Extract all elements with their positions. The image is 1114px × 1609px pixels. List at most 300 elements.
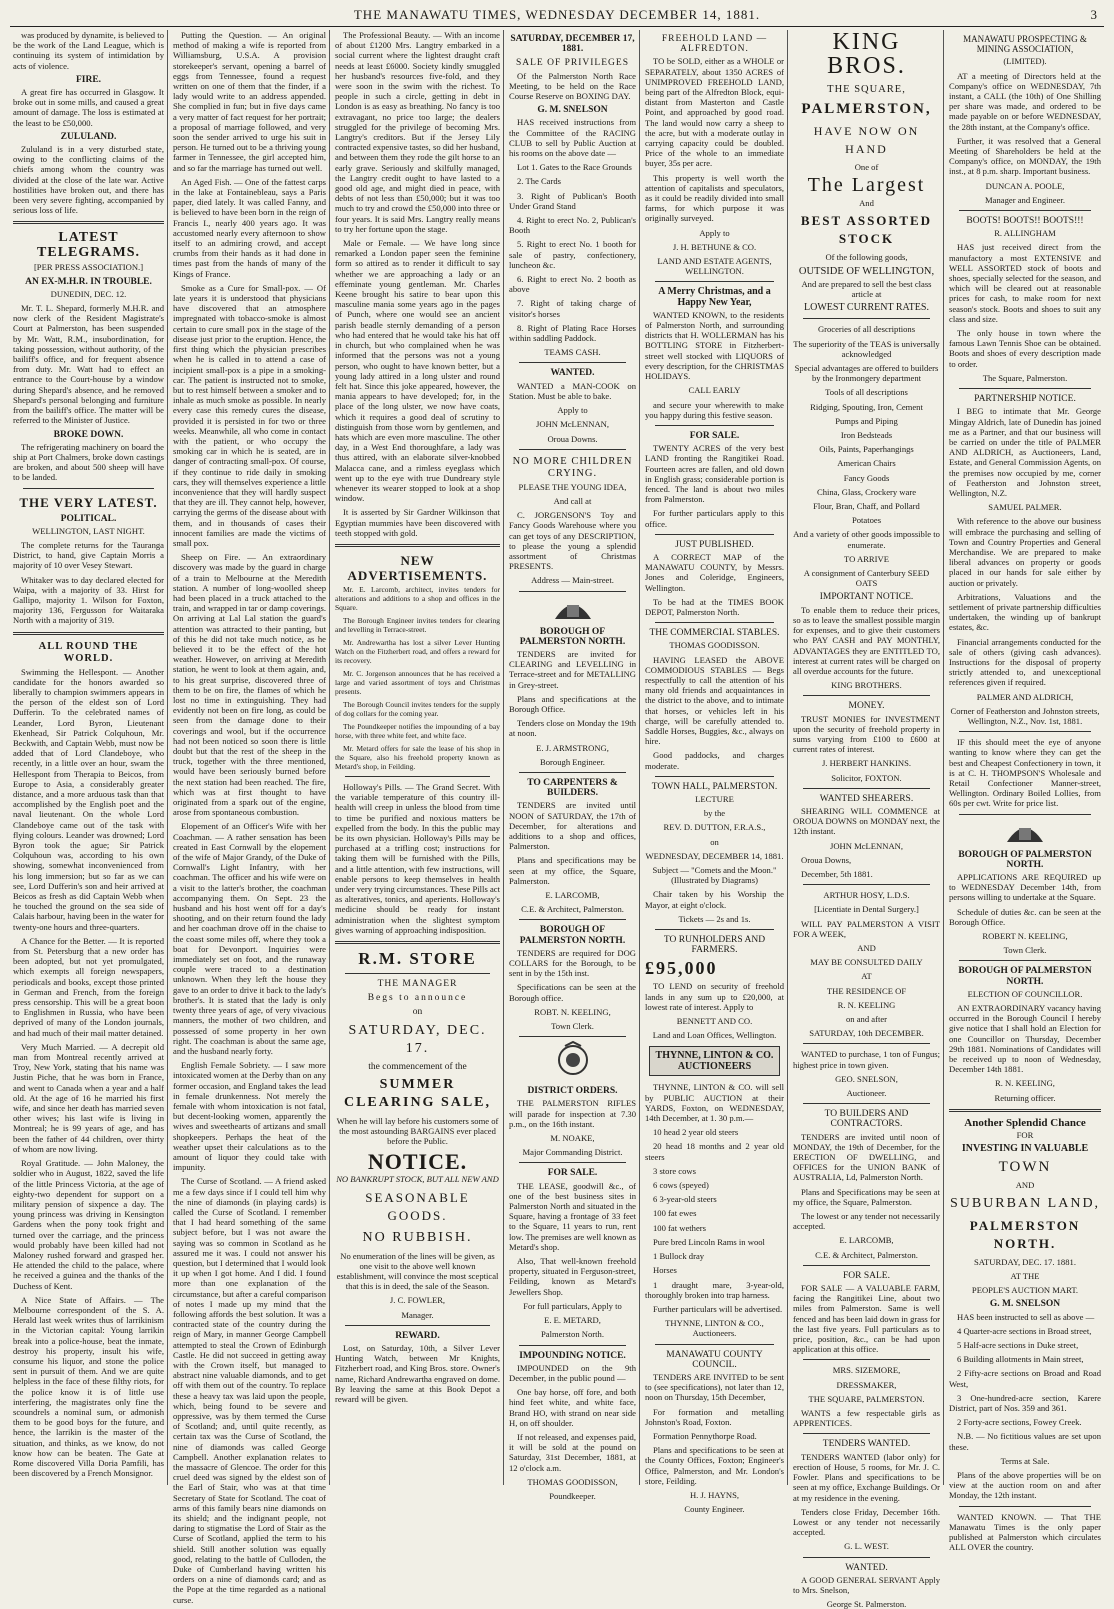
county-signature-title: County Engineer. xyxy=(684,1504,745,1515)
new-ad: The Borough Council invites tenders for the supply of dog collars for the coming year. xyxy=(335,699,500,718)
political-text-2: Whitaker was to day declared elected for Waipa, with a majority of 33. Hirst for Gallipo, majority 1. Wilson for Foxton, majority 136, Fergusson for Waitaraka North with a majority of 319. xyxy=(13,574,164,626)
impounding-text-2: One bay horse, off fore, and both hind feet white, and white face, Brand HO, with strand on near side H, on off shoulder. xyxy=(509,1387,636,1428)
lecture-chair: Chair taken by his Worship the Mayor, at eight o'clock. xyxy=(645,889,784,910)
partnership-text-3: Arbitrations, Valuations and the settlement of private partnership difficulties undertaken, the winding up of bankrupt estates, &c. xyxy=(949,591,1101,633)
broke-heading: BROKE DOWN. xyxy=(53,429,124,440)
shearers-signature: JOHN McLENNAN, xyxy=(829,840,904,851)
carpenters-text: TENDERS are invited until NOON of SATURDAY, the 17th of December, for alterations and additions to a shop and offices, Palmerston. xyxy=(509,800,636,852)
auction-text: THYNNE, LINTON & CO. will sell by PUBLIC AUCTION at their YARDS, Foxton, on WEDNESDAY, 14th December, at 1. 30 p.m.— xyxy=(645,1082,784,1124)
king-bros-low: LOWEST CURRENT RATES. xyxy=(804,302,929,314)
servant-heading: WANTED. xyxy=(845,1562,888,1573)
boots-text: HAS just received direct from the manufactory a most EXTENSIVE and WELL ASSORTED stock of boots and shoes, specially selected for the season, and which will be cleared out at reasonable prices for cash, to make room for next season's stock. Boots and shoes to suit any class and size. xyxy=(949,242,1101,324)
important-notice-heading: IMPORTANT NOTICE. xyxy=(819,592,914,603)
divider xyxy=(13,632,164,635)
divider xyxy=(949,1109,1101,1112)
auction-item: 20 head 18 months and 2 year old steers xyxy=(645,1141,784,1162)
rm-signature: J. C. FOWLER, xyxy=(389,1295,446,1306)
world-item: Royal Gratitude. — John Maloney, the soldier who in August, 1822, saved the life of the little Princess Victoria, at the age of eighty-two dependent for support on a military pension of sixpence a day. The young princess was driving in Kensington Gardens when the pony took fright and turned over the carriage, and the princess would probably have been killed had not Maloney rushed forward and grasped her. He attended the child to the palace, where he received a guinea and the thanks of the Duchess of Kent. xyxy=(13,1158,164,1291)
column-5 xyxy=(642,30,788,1515)
freehold-text: TO be SOLD, either as a WHOLE or SEPARATELY, about 1350 ACRES of UNIMPROVED FREEHOLD LAND, being part of the Alfredton Block, equi-distant from Masterton and Castle Point, and approached by good road. The land would now carry a sheep to the acre, but with a moderate outlay in carrying capacity could be doubled. Price of the whole to an immediate buyer, 35s per acre. xyxy=(645,56,784,169)
boots-name: R. ALLINGHAM xyxy=(994,228,1056,239)
chance-plans: Plans of the above properties will be on view at the auction room on and after Monday, the 12th instant. xyxy=(949,1469,1101,1501)
article: Elopement of an Officer's Wife with her Coachman. — A rather sensation has been created in East Cornwall by the elopement of the wife of Major Grandy, of the Duke of Cornwall's Light Infantry, with her coachman. The officer and his wife were on a visit to the latter's brother, the coachman accompanying them. On Sept. 23 the husband and his host went off for a day's shooting, and on their return found the lady and her coachman drove off in the chaise to the coast some miles off, where they took a boat for Devonport. Inquiries were immediately set on foot, and the runaway couple were traced to a destination unknown. When they left the house they gave to an order to drive it back to the lady's brother's. It is stated that the lady is only twenty three years of age, of very vivacious manners, the mother of two children, and possessed of some property in her own right. The coachman is about the same age, and the husband nearly forty. xyxy=(173,821,326,1056)
king-bros-largest: The Largest xyxy=(807,174,926,197)
partnership-text-4: Financial arrangements conducted for the sale of others (giving cash advances). Instructions for the disposal of property strictly attended to, and unexceptional references given if required. xyxy=(949,636,1101,688)
new-ad: Mr. C. Jorgenson announces that he has received a large and varied assortment of toys and Christmas presents. xyxy=(335,668,500,696)
farm-sale-text: FOR SALE — A VALUABLE FARM, facing the Rangitikei Line, about two miles from Palmerston. Same is well fenced and has been laid down in grass for the last five years. Full particulars as to price, position, &c., can be had upon application at this office. xyxy=(793,1283,940,1355)
column-7 xyxy=(946,30,1104,1553)
dressmaker-address: THE SQUARE, PALMERSTON. xyxy=(808,1393,925,1404)
loan-amount: £95,000 xyxy=(645,958,718,979)
divider xyxy=(959,1506,1091,1507)
xmas-text-2: and secure your wherewith to make you happy during this festive season. xyxy=(645,399,784,420)
lot-item: 6. Right to erect No. 2 booth as above xyxy=(509,274,636,295)
divider xyxy=(519,591,626,592)
fungus-text: WANTED to purchase, 1 ton of Fungus; highest price in town given. xyxy=(793,1049,940,1070)
just-published-text-2: To be had at the TIMES BOOK DEPOT, Palmerston North. xyxy=(645,596,784,617)
auction-item: 100 fat wethers xyxy=(653,1222,706,1233)
divider xyxy=(655,622,774,623)
chance-for: FOR xyxy=(1016,1130,1034,1141)
district-orders-text: THE PALMERSTON RIFLES will parade for inspection at 7.30 p.m., on the 16th instant. xyxy=(509,1098,636,1129)
wanted-place: Oroua Downs. xyxy=(547,433,598,444)
divider xyxy=(335,544,500,547)
divider xyxy=(803,1103,930,1104)
column-3 xyxy=(332,30,504,1485)
important-notice-text: To enable them to reduce their prices, so as to leave the smallest possible margin for expenses, and to give their customers who PAY CASH and PAY MONTHLY, ADVANTAGES they are ENTITLED TO, interest at current rates will be charged on all overdue accounts for the future. xyxy=(793,604,940,676)
auction-items xyxy=(645,1127,784,1300)
for-sale-text-2: Also, That well-known freehold property, situated in Ferguson-street, Feilding, known as Metard's Jewellers Shop. xyxy=(509,1256,636,1297)
goods-item: Pumps and Piping xyxy=(835,415,898,426)
divider xyxy=(803,1359,930,1360)
goods-item: Special advantages are offered to builders by the Ironmongery department xyxy=(794,363,939,384)
xmas-text: WANTED KNOWN, to the residents of Palmerston North, and surrounding districts that H. WOLLERMAN has his BOTTLING STORE in Fitzherbert-street well stocked with LIQUORS of every description, for the CHRISTMAS HOLIDAYS. xyxy=(645,309,784,382)
nmc-sub: PLEASE THE YOUNG IDEA, xyxy=(518,481,627,492)
servant-text: A GOOD GENERAL SERVANT Apply to Mrs. Snelson, xyxy=(793,1574,940,1595)
divider xyxy=(519,1036,626,1037)
county-text-4: Plans and specifications to be seen at the County Offices, Foxton; Engineer's Office, Palmerston, and Mr. London's store, Feilding. xyxy=(645,1445,784,1486)
race-date: SATURDAY, DECEMBER 17, 1881. xyxy=(510,34,635,55)
mhr-text: Mr. T. L. Shepard, formerly M.H.R. and now clerk of the Resident Magistrate's Court at Palmerston, has been suspended by Mr. Watt, R.M., insubordination, for taking possession, without authority, of the bailiff's office, and for frequent absence from duty. Mr. Watt had to effect an entrance to the Court-house by a window during Shepard's absence, and he removed Shepard's personal belonging and furniture from the bailiff's office. The matter will be referred to the Minister of Justice. xyxy=(13,303,164,426)
tenders-wanted-text-2: Tenders close Friday, December 16th. Lowest or any tender not necessarily accepted. xyxy=(793,1506,940,1538)
new-ad: Mr. Andrewartha has lost a silver Lever Hunting Watch on the Fitzherbert road, and offers a reward for its recovery. xyxy=(335,637,500,665)
boots-signature: The Square, Palmerston. xyxy=(982,372,1068,383)
lot-item: 5. Right to erect No. 1 booth for sale of pastry, confectionery, luncheon &c. xyxy=(509,239,636,270)
runholders-text: TO LEND on security of freehold lands in any sum up to £20,000, at lowest rate of interest. Apply to xyxy=(645,981,784,1012)
zulu-text: Zululand is in a very disturbed state, owing to the conflicting claims of the chiefs among whom the country was divided at the close of the late war. Active hostilities have broken out, and there has been very severe fighting, accompanied by serious loss of life. xyxy=(13,144,164,216)
new-ad: The Borough Engineer invites tenders for clearing and levelling in Terrace-street. xyxy=(335,615,500,634)
terms: TEAMS CASH. xyxy=(544,347,601,358)
divider xyxy=(655,534,774,535)
chance-nb: N.B. — No fictitious values are set upon these. xyxy=(949,1431,1101,1452)
borough-signature: E. J. ARMSTRONG, xyxy=(536,742,609,753)
builders-signature: E. LARCOMB, xyxy=(839,1235,894,1246)
zulu-heading: ZULULAND. xyxy=(60,131,117,142)
district-signature-title: Major Commanding District. xyxy=(522,1147,623,1158)
impounding-signature-title: Poundkeeper. xyxy=(549,1490,596,1501)
rm-commencement: the commencement of the xyxy=(368,1061,467,1072)
fungus-signature-title: Auctioneer. xyxy=(846,1088,887,1098)
dressmaker-title: DRESSMAKER, xyxy=(836,1379,897,1390)
divider xyxy=(959,731,1091,732)
king-bros-town: PALMERSTON, xyxy=(801,101,932,117)
shearers-text: SHEARING WILL COMMENCE at OROUA DOWNS on MONDAY next, the 12th instant. xyxy=(793,805,940,837)
goods-item: Tools of all descriptions xyxy=(825,387,908,398)
dog-signature: ROBT. N. KEELING, xyxy=(534,1006,611,1017)
partnership-text: I BEG to intimate that Mr. George Mingay Aldrich, late of Dunedin has joined me as a Partner, and that our business will be carried on under the title of PALMER AND ALDRICH, as Auctioneers, Land, Estate, and General Commission Agents, on the premises now occupied by me, corner of Featherston and Johnston street, Wellington, N.Z. xyxy=(949,406,1101,498)
divider xyxy=(655,425,774,426)
masthead-title: THE MANAWATU TIMES, WEDNESDAY DECEMBER 14, 1881. xyxy=(353,7,761,22)
chance-snelson: G. M. SNELSON xyxy=(989,1299,1061,1310)
dentist-after: on and after xyxy=(845,1013,888,1024)
divider xyxy=(23,488,154,489)
partnership-address: Corner of Featherston and Johnston streets, Wellington, N.Z., Nov. 1st, 1881. xyxy=(950,705,1100,726)
dog-signature-title: Town Clerk. xyxy=(551,1021,594,1032)
land-item: 2 Forty-acre sections, Fowey Creek. xyxy=(957,1417,1082,1428)
tenders-wanted-heading: TENDERS WANTED. xyxy=(822,1439,911,1450)
partnership-text-2: With reference to the above our business will embrace the purchasing and selling of Town and Country Properties and General Merchandise. We are prepared to make liberal advances on property or goods placed in our hands for sale either by auction or privately. xyxy=(949,516,1101,588)
impounding-signature: THOMAS GOODISSON, xyxy=(527,1476,618,1487)
article: It is asserted by Sir Gardner Wilkinson that Egyptian mummies have been discovered with teeth stopped with gold. xyxy=(335,507,500,538)
divider xyxy=(803,1265,930,1266)
election-borough-heading: BOROUGH OF PALMERSTON NORTH. xyxy=(958,966,1092,987)
just-published-text: A CORRECT MAP of the MANAWATU COUNTY, by Messrs. Jones and Coleridge, Engineers, Wellington. xyxy=(645,551,784,593)
king-bros-square: THE SQUARE, xyxy=(827,84,906,95)
rm-store-title: R.M. STORE xyxy=(358,949,477,968)
wanted-text: WANTED a MAN-COOK on Station. Must be able to bake. xyxy=(509,380,636,401)
dentist-at: AT xyxy=(861,971,872,982)
divider xyxy=(655,1344,774,1345)
lot-item: 8. Right of Plating Race Horses within saddling Paddock. xyxy=(509,322,636,344)
divider xyxy=(803,1557,930,1558)
runholders-signature-title: Land and Loan Offices, Wellington. xyxy=(652,1030,777,1041)
auction-item: 1 draught mare, 3-year-old, thoroughly broken into trap harness. xyxy=(645,1279,784,1300)
to-arrive: TO ARRIVE xyxy=(844,553,889,564)
auction-item: 1 Bullock dray xyxy=(653,1251,705,1262)
world-item: Swimming the Hellespont. — Another candidate for the honors awarded so liberally to champion swimmers appears in the person of the eldest son of Lord Dufferin. To the celebrated names of Leander, Lord Byron, Lieutenant Ekenhead, Sir Patrick Colquhoun, Mr. Beckwith, and Captain Webb, must now be added that of Lord Clandeboye, who recently, in a little over an hour, swam the Hellespont from Therapia to Beicos, from Europe to Asia, a considerably greater distance, and a more arduous task than that accomplished by the English poet and the naval lieutenant. On the whole Lord Clandeboye came out of the task with flying colours. Leander was drowned; Lord Byron took the ague; Sir Patrick Colquhoun was, according to his own showing, somewhat inconvenienced from his long immersion; but so far as we can see, Lord Dufferin's son and heir arrived at Beicos as fresh as did Captain Webb when he touched the ground on the sea side of Calais harbour, having been in the water for twenty-one hours and three-quarters. xyxy=(13,666,164,932)
divider xyxy=(345,1325,490,1326)
rm-when: When he will lay before his customers some of the most astounding BARGAINS ever placed before the Public. xyxy=(336,1115,499,1147)
boots-text-2: The only house in town where the famous Lawn Tennis Shoe can be obtained. Boots and shoes of every description made to order. xyxy=(949,328,1101,369)
land-items xyxy=(949,1326,1101,1428)
for-sale-heading: FOR SALE. xyxy=(689,430,740,441)
borough-text: TENDERS are invited for CLEARING and LEVELLING in Terrace-street and for METALLING in Grey-street. xyxy=(509,648,636,690)
telegrams-heading: LATEST TELEGRAMS. xyxy=(37,230,140,261)
coat-of-arms-icon xyxy=(1003,820,1047,846)
consignment: A consignment of Canterbury SEED OATS xyxy=(803,568,930,589)
district-orders-heading: DISTRICT ORDERS. xyxy=(527,1086,618,1097)
masthead xyxy=(10,4,1104,27)
divider xyxy=(519,449,626,450)
political-heading: POLITICAL. xyxy=(60,513,117,524)
carpenters-heading: TO CARPENTERS & BUILDERS. xyxy=(527,777,618,799)
world-heading: ALL ROUND THE WORLD. xyxy=(38,640,139,664)
borough-heading: BOROUGH OF PALMERSTON NORTH. xyxy=(519,626,626,647)
mhr-heading: AN EX-M.H.R. IN TROUBLE. xyxy=(25,276,152,287)
builders-text-2: Plans and Specifications may be seen at my office, the Square, Palmerston. xyxy=(793,1186,940,1207)
article: Smoke as a Cure for Small-pox. — Of late years it is understood that physicians have discovered that an atmosphere impregnated with tobacco-smoke is almost certain to cure small pox in the stage of the disease just prior to the eruption. Hence, the first thing which the physician prescribes when he is called in to attend a case of incipient small-pox is a pipe in a smoking-car. The patient is instructed not to smoke, but to rest himself between a smoker and to inhale as much smoke as possible. In nearly every case this remedy cures the disease, provided it is persisted in for two or three weeks. Meanwhile, all who come in contact with the patient, or who occupy the smoking car in which he is seated, are in danger of contracting small-pox. Of course, if they continue to ride daily in smoking cars, they will themselves experience a little inconvenience that they will hardly suspect that they are ill. They cannot help, however, carrying the germs of the disease about with them, and in thousands of cases their innocent families are made the victims of small pox. xyxy=(173,282,326,548)
article: Male or Female. — We have long since remarked a London paper seen the feminine form so attired as to render it difficult to say whether we are approaching a lady or an effeminate young gentleman. Mr. Charles Keene brought his satire to bear upon this masculine mania some years ago in the pages of Punch, where one would see an ancient parish beadle sternly demanding of a person who had entered that he would take his hat off in church, but who complained when he was informed that the persons was not a young person, who ought to have known better, but a young lady attired in a long ulster and round felt hat. Since this joke appeared, however, the mania appears to have developed; for, in the place of the long ulster, we now have coats, which it requires a good deal of scrutiny to distinguish from those worn by gentlemen, and hats which are even more masculine. The other day, in a West End thoroughfare, a lady was thus attired, with an elaborate silver-knobbed Malacca cane, and a rimless eyeglass which went up to the eye with true Dundreary style whenever its wearer stopped to look at a shop window. xyxy=(335,238,500,504)
reward-heading: REWARD. xyxy=(395,1330,440,1341)
divider xyxy=(345,973,490,974)
borough-text-2: Plans and specifications at the Borough Office. xyxy=(509,693,636,714)
xmas-heading: A Merry Christmas, and a Happy New Year, xyxy=(658,286,771,308)
impounding-text: IMPOUNDED on the 9th December, in the public pound — xyxy=(509,1362,636,1383)
nmc-address: Address — Main-street. xyxy=(531,575,614,586)
chance-and: AND xyxy=(1015,1180,1035,1191)
king-bros-heading: KING BROS. xyxy=(827,29,906,79)
rm-signature-title: Manager. xyxy=(401,1309,434,1320)
divider xyxy=(803,788,930,789)
broke-text: The refrigerating machinery on board the ship at Port Chalmers, broke down castings are broken, and about 500 sheep will have to be landed. xyxy=(13,441,164,483)
king-bros-outside: OUTSIDE OF WELLINGTON, xyxy=(798,265,935,277)
divider xyxy=(345,776,490,777)
divider xyxy=(803,318,930,319)
chance-at: AT THE xyxy=(1010,1270,1040,1281)
partnership-heading: PARTNERSHIP NOTICE. xyxy=(974,394,1076,405)
fungus-signature: GEO. SNELSON, xyxy=(835,1073,898,1084)
borough-heading: BOROUGH OF PALMERSTON NORTH. xyxy=(958,849,1092,870)
dentist-text: WILL PAY PALMERSTON A VISIT FOR A WEEK, xyxy=(793,918,940,939)
partnership-signature: SAMUEL PALMER. xyxy=(988,502,1062,513)
for-sale-text: THE LEASE, goodwill &c., of one of the best business sites in Palmerston North and situated in the Square, having a frontage of 33 feet to the Square, 11 years to run, rent low. The premises are well known as Metard's shop. xyxy=(509,1180,636,1252)
goods-item: American Chairs xyxy=(837,458,896,469)
builders-text-3: The lowest or any tender not necessarily accepted. xyxy=(793,1211,940,1232)
servant-signature: George St. Palmerston. xyxy=(826,1599,907,1609)
dentist-date: SATURDAY, 10th DECEMBER. xyxy=(809,1028,924,1039)
divider xyxy=(803,695,930,696)
stables-heading: THE COMMERCIAL STABLES. xyxy=(649,628,780,639)
stables-text-2: Good paddocks, and charges moderate. xyxy=(645,750,784,771)
new-ad: Mr. Metard offers for sale the lease of his shop in the Square, also his freehold property known as Metard's shop, in Feilding. xyxy=(335,743,500,771)
xmas-call: CALL EARLY xyxy=(688,385,741,396)
money-heading: MONEY. xyxy=(848,701,885,712)
rm-begs: Begs to announce xyxy=(367,993,468,1004)
farm-sale-heading: FOR SALE. xyxy=(843,1270,890,1281)
divider xyxy=(655,776,774,777)
article: Putting the Question. — An original method of making a wife is reported from Williamsburg, U.S.A. A provision storekeeper's servant, opening a barrel of eggs from Tennessee, found a request written on one of them that the finder, if a lady would write to an address appended. She complied in fun; but in five days came a very matter of fact request for her portrait; a proposal of marriage followed, and very soon the sender arrived to urge his suit in person. He turned out to be a thriving young farmer in Tennessee, the girl accepted him, and so far the marriage has turned out well. xyxy=(173,30,326,173)
rm-notice: NOTICE. xyxy=(367,1149,468,1175)
borough-heading-2: BOROUGH OF PALMERSTON NORTH. xyxy=(519,925,626,946)
political-text: The complete returns for the Tauranga District, to hand, give Captain Morris a majority of 10 over Vesey Stewart. xyxy=(13,539,164,571)
dog-text-2: Specifications can be seen at the Borough office. xyxy=(509,982,636,1003)
article: The Curse of Scotland. — A friend asked me a few days since if I could tell him why the nine of diamonds (in playing cards) is called the Curse of Scotland. I remember that I had heard something of the same subject before, but I was not aware the saying was so common in Scotland as he assured me it was. I could not answer his question, but I determined that I would look it up when I got home. And I did. I found more than one explanation of the circumstance, but after a careful comparison of notes I made up my mind that the following affords the best solution. It was a contracted state of the country during the reign of Mary, in manner George Campbell attempted to steal the Crown of Edinburgh Castle. He did not succeed in getting away with the Crown itself, but managed to abstract nine valuable diamonds, and to get off with them out of the country. To replace these a heavy tax was laid upon the people, which, being found to be severe and oppressive, was by them termed the Curse of Scotland; and, until quite recently, as certain tax was the Curse of Scotland, the nine of diamonds was called George Campbell. Another explanation relates to the massacre of Glencoe. The order for this cruel deed was signed by the eldest son of the Earl of Stair, who was at that time Secretary of State for Scotland. The coat of arms of this family bears nine diamonds on its shield; and the indignant people, not daring to stigmatise the Lord of Stair as the Curse of Scotland, applied the term to his shield. Still another solution was equally good, relating to the battle of Culloden, the Duke of Cumberland having written his orders on a nine of diamonds card; and as the Pope at the time regarded as a national curse. xyxy=(173,1176,326,1605)
divider xyxy=(655,929,774,930)
applications-text-2: Schedule of duties &c. can be seen at the Borough Office. xyxy=(949,906,1101,927)
news-lead: was produced by dynamite, is believed to be the work of the Land League, which is continuing its system of intimidation by acts of violence. xyxy=(13,30,164,71)
nmc-call: And call at xyxy=(553,495,592,506)
applications-text: APPLICATIONS ARE REQUIRED up to WEDNESDAY December 14th, from persons willing to undertake at the Square. xyxy=(949,872,1101,903)
goods-item: Ridging, Spouting, Iron, Cement xyxy=(810,401,923,412)
divider xyxy=(519,919,626,920)
column-2 xyxy=(170,30,330,1605)
borough-signature-title: Borough Engineer. xyxy=(540,756,605,767)
dressmaker-name: MRS. SIZEMORE, xyxy=(832,1365,901,1376)
wanted-heading: WANTED. xyxy=(550,368,595,379)
goods-item: China, Glass, Crockery ware xyxy=(816,486,917,497)
builders-heading: TO BUILDERS AND CONTRACTORS. xyxy=(824,1109,909,1130)
rm-manager: THE MANAGER xyxy=(377,979,458,989)
lecture-date: WEDNESDAY, DECEMBER 14, 1881. xyxy=(645,850,784,861)
goods-item: And a variety of other goods impossible to enumerate. xyxy=(793,529,940,550)
boots-heading: BOOTS! BOOTS!! BOOTS!!! xyxy=(966,216,1084,227)
auction-item: 6 3-year-old steers xyxy=(653,1194,717,1205)
divider xyxy=(335,941,500,944)
telegrams-sub: [PER PRESS ASSOCIATION.] xyxy=(33,262,144,273)
auction-item: 6 cows (speyed) xyxy=(653,1180,709,1191)
county-text: TENDERS ARE INVITED to be sent to (see specifications), not later than 12, noon on Thursday, 15th December, xyxy=(645,1371,784,1403)
king-bros-of: Of the following goods, xyxy=(825,252,908,263)
dentist-name: ARTHUR HOSY, L.D.S. xyxy=(823,890,910,901)
carpenters-signature-title: C.E. & Architect, Palmerston. xyxy=(521,904,624,915)
mhr-dateline: DUNEDIN, DEC. 12. xyxy=(50,288,127,299)
goods-item: Potatoes xyxy=(851,515,882,526)
lecture-by: by the xyxy=(703,808,726,819)
auction-item: Pure bred Lincoln Rams in wool xyxy=(653,1236,765,1247)
goods-list xyxy=(793,324,940,549)
divider xyxy=(959,814,1091,815)
land-item: 6 Building allotments in Main street, xyxy=(957,1354,1084,1365)
freehold-signature-title: LAND AND ESTATE AGENTS, WELLINGTON. xyxy=(657,256,772,277)
new-ads-list xyxy=(335,585,500,771)
election-heading: ELECTION OF COUNCILLOR. xyxy=(967,988,1083,999)
goods-item: Oils, Paints, Paperhangings xyxy=(819,444,914,455)
article: The Professional Beauty. — With an income of about £1200 Mrs. Langtry embarked in a social current where the lightest draught craft needs at least £6000. Society kindly smuggled her husband's resources five-fold, and they were soon in the swim with the richest. To people in such a circle, getting in debt in London is as easy as breathing. No fancy is too extravagant, no price too large; the dealers struggled for the privilege of becoming Mrs. Langtry's creditors. But if the Jersey Lily contracted expensive tastes, so did her husband, and between them they rode the gilt horse to an early grave. Seriously and skilfully managed, the Langtry credit ought to have lasted to a good old age, and might died in peace, with debts of not less than £50,000; but it was too much to try and crowd the £50,000 into three or four years. It is said Mrs. Langtry really means to try her fortune upon the stage. xyxy=(335,30,500,234)
goods-item: Groceries of all descriptions xyxy=(817,324,916,335)
rm-no-rubbish: NO RUBBISH. xyxy=(362,1229,473,1245)
world-item: Very Much Married. — A decrepit old man from Montreal recently arrived at Troy, New York, stating that his name was Justin Piche, that he was born in France, and went to Canada when a year and a half old. At the age of 16 he married his first wife, and since her death has married seven other wives; his last wife is living in Montreal; he is 99 years of age, and has been the father of 44 children, over thirty of whom are now living. xyxy=(13,1041,164,1154)
auctioneers-banner: THYNNE, LINTON & CO. AUCTIONEERS xyxy=(649,1046,780,1076)
chance-terms: Terms at Sale. xyxy=(1000,1455,1050,1466)
election-text: AN EXTRAORDINARY vacancy having occurred in the Borough Council I hereby give notice that I shall hold an Election for one Councillor on Thursday, December 29th 1881. Nominations of Candidates will be received up to noon of Wednesday, December 14th 1881. xyxy=(949,1003,1101,1075)
land-item: 3 One-hundred-acre section, Karere District, part of Nos. 359 and 361. xyxy=(949,1392,1101,1413)
lot-item: Lot 1. Gates to the Race Grounds xyxy=(517,162,632,173)
rm-date: SATURDAY, DEC. 17. xyxy=(348,1022,487,1056)
dentist-and: AND xyxy=(857,942,876,953)
lot-item: 7. Right of taking charge of visitor's horses xyxy=(509,298,636,319)
mining-heading: MANAWATU PROSPECTING & MINING ASSOCIATION, xyxy=(963,34,1087,55)
chance-date: SATURDAY, DEC. 17. 1881. xyxy=(974,1256,1076,1267)
mining-text: AT a meeting of Directors held at the Company's office on WEDNESDAY, 7th instant, a CALL (the 10th) of One Shilling per share was made, and ordered to be made payable on or before WEDNESDAY, the 28th instant, at the Company's office. xyxy=(949,70,1101,132)
divider xyxy=(655,281,774,282)
chance-suburban: SUBURBAN LAND, xyxy=(949,1195,1101,1211)
lots-list xyxy=(509,162,636,343)
applications-signature-title: Town Clerk. xyxy=(1003,945,1047,956)
page-number: 3 xyxy=(1090,7,1098,22)
divider xyxy=(959,960,1091,961)
freehold-heading: FREEHOLD LAND — ALFREDTON. xyxy=(661,34,768,55)
mining-signature-title: Manager and Engineer. xyxy=(985,194,1065,205)
land-item: 4 Quarter-acre sections in Broad street, xyxy=(957,1325,1092,1336)
lot-item: 2. The Cards xyxy=(517,176,561,187)
for-sale-apply: For full particulars, Apply to xyxy=(523,1300,622,1311)
dressmaker-text: WANTS a few respectable girls as APPRENTICES. xyxy=(793,1408,940,1429)
holloway-text: Holloway's Pills. — The Grand Secret. With the variable temperature of this country ill-health will creep in unless the blood from time to time be purified and noxious matters be expelled from the body. In this the public may be its own physician. Holloway's Pills may be purchased at a trifling cost; instructions for taking them will be furnished with the Pills, and a little attention, with few instructions, will enable persons to keep themselves in health under very trying circumstances. These Pills act as alteratives, tonics, and aperients. Holloway's medicine should be ready for instant administration when the slightest symptom gives warning of approaching indisposition. xyxy=(335,781,500,935)
chance-heading: Another Splendid Chance xyxy=(964,1116,1086,1129)
chance-instructed: HAS been instructed to sell as above — xyxy=(957,1311,1095,1322)
column-6 xyxy=(790,29,944,1609)
for-sale-signature-title: Palmerston North. xyxy=(540,1329,604,1340)
king-bros-one: One of xyxy=(854,162,879,172)
nmc-text: C. JORGENSON'S Toy and Fancy Goods Warehouse where you can get toys of any DESCRIPTION, to please the young a splendid assortment of Christmas PRESENTS. xyxy=(509,510,636,572)
builders-signature-title: C.E. & Architect, Palmerston. xyxy=(815,1249,918,1260)
article: Sheep on Fire. — An extraordinary discovery was made by the guard in charge of a train to Melbourne at the Meredith station. A number of long-woolled sheep had been placed in a truck attached to the train, and wrapped in tar or damp coverings. On arriving at Lal Lal station the guard's attention was attracted to their panting, but of this he did not take much notice, as he believed it to be the effect of the hot weather. However, on arriving at Meredith station, he went to look at them again, and, to his great surprise, discovered three of them to be on fire, the flames of which he lost no time in extinguishing. They had evidently not been on fire long, as could be seen from the damage done to their coverings and wool, but if the occurrence had not been noticed so soon there is little doubt but that the rest of the sheep in the truck, together with the three mentioned, would have been seriously burned before the next station had been reached. The fire, which was at first thought to have originated from a spark out of the engine, arose from spontaneous combustion. xyxy=(173,552,326,818)
carpenters-signature: E. LARCOMB, xyxy=(545,890,600,900)
tenders-wanted-text: TENDERS WANTED (labor only) for erection of House, 5 rooms, for Mr. J. C. Fowler. Plans and specifications to be seen at my office, Exchange Buildings. Or at my residence in the evening. xyxy=(793,1451,940,1503)
builders-text: TENDERS are invited until noon of MONDAY, the 19th of December, for the ERECTION OF DWELLING, and OFFICES for the UNION BANK of AUSTRALIA, Ld, Palmerston North. xyxy=(793,1131,940,1183)
dentist-consulted: MAY BE CONSULTED DAILY xyxy=(810,957,923,968)
coat-of-arms-icon xyxy=(551,597,595,623)
privileges-heading: SALE OF PRIVILEGES xyxy=(515,58,629,69)
king-bros-have: HAVE NOW ON HAND xyxy=(813,124,920,156)
mining-text-2: Further, it was resolved that a General Meeting of Shareholders be held at the Company's office, on MONDAY, the 19th inst., at 8 p.m. sharp. Important business. xyxy=(949,135,1101,177)
lecture-on: on xyxy=(710,836,719,847)
carpenters-text-2: Plans and specifications may be seen at my office, the Square, Palmerston. xyxy=(509,855,636,886)
land-item: 2 Fifty-acre sections on Broad and Road West, xyxy=(949,1368,1101,1389)
divider xyxy=(803,1043,930,1044)
auction-item: Horses xyxy=(653,1265,677,1276)
freehold-apply: Apply to xyxy=(699,227,730,238)
land-item: 5 Half-acre sections in Duke street, xyxy=(957,1339,1079,1350)
divider xyxy=(519,1162,626,1163)
money-signature: J. HERBERT HANKINS. xyxy=(821,758,912,769)
county-council-heading: MANAWATU COUNTY COUNCIL. xyxy=(666,1349,763,1370)
applications-signature: ROBERT N. KEELING, xyxy=(982,931,1068,942)
snelson-text: HAS received instructions from the Committee of the RACING CLUB to sell by Public Auction at his rooms on the above date — xyxy=(509,117,636,159)
mining-signature: DUNCAN A. POOLE, xyxy=(985,180,1065,191)
lot-item: 3. Right of Publican's Booth Under Grand Stand xyxy=(509,190,636,211)
new-ad: The Poundkeeper notifies the impounding of a bay horse, with three white feet, and white face. xyxy=(335,721,500,740)
lecture-tickets: Tickets — 2s and 1s. xyxy=(678,913,751,924)
column-4 xyxy=(506,30,640,1501)
tenders-wanted-signature: G. L. WEST. xyxy=(844,1541,889,1552)
world-item: A Nice State of Affairs. — The Melbourne correspondent of the S. A. Herald last week writes thus of larrikinism in the Victorian capital: Young larrikin break into a police-house, beat the inmate, destroy his property, insult his wife, consume his liquor, and stone the police sent in pursuit of them. And we are quite helpless in the face of these filthy riots, for the police know it is of little use interfering, the magistrates only fine the scoundrels a nominal sum, or admonish them to be good boys for the future, and hence, the larrikin is the master of the situation, and thinks, as we know, do not know how can be beaten. The Gate at Rome discovered Villa Doria Pamfili, has been discovered by a French Monsignor. xyxy=(13,1294,164,1479)
for-sale-text: TWENTY ACRES of the very best LAND fronting the Rangitikei Road. Fourteen acres are fallen, and old down in English grass; considerable portion is fenced. The land is about two miles from Palmerston. xyxy=(645,443,784,505)
county-text-3: Formation Pennythorpe Road. xyxy=(653,1430,757,1441)
new-ad: Mr. E. Larcomb, architect, invites tenders for alterations and additions to a shop and offices in the Square. xyxy=(335,584,500,612)
article: English Female Sobriety. — I saw more intoxicated women at the Derby than on any former occasion, and England takes the lead in female drunkenness. Not merely the female with whom intoxication is not fatal, but decent-looking women, apparently the wives and sweethearts of artizans and small shopkeepers. Perhaps the heat of the weather upset their calculations as to the amount of liquor they could take with impunity. xyxy=(173,1060,326,1173)
article: An Aged Fish. — One of the fattest carps in the lake at Fontainebleau, says a Paris paper, died lately. It was called Fanny, and is believed to have been born in the reign of Francis I., nearly 400 years ago. It was accustomed nearly every afternoon to show itself to an admiring crowd, and accept crumbs from their hands as it had done in times past from the hands of many of the Kings of France. xyxy=(173,176,326,279)
stables-text: HAVING LEASED the ABOVE COMMODIOUS STABLES — Begs respectfully to call the attention of his many old friends and acquaintances in the district to the above, and to intimate that horses, or vehicles left in his charge, will be carefully attended to. Saddle Horses, Buggies, &c., always on hire. xyxy=(645,654,784,747)
chance-palmerston: PALMERSTON NORTH. xyxy=(969,1217,1081,1251)
impounding-heading: IMPOUNDING NOTICE. xyxy=(519,1350,626,1361)
runholders-signature: BENNETT AND CO. xyxy=(676,1016,753,1027)
borough-text-3: Tenders close on Monday the 19th at noon. xyxy=(509,718,636,739)
partnership-signature-2: PALMER AND ALDRICH, xyxy=(976,691,1074,702)
dog-text: TENDERS are required for DOG COLLARS for the Borough, to be sent in by the 15th inst. xyxy=(509,947,636,979)
money-text: TRUST MONIES for INVESTMENT upon the security of freehold property in sums varying from £100 to £600 at current rates of interest. xyxy=(793,713,940,755)
snelson-name: G. M. SNELSON xyxy=(537,105,608,116)
for-sale-heading: FOR SALE. xyxy=(547,1168,598,1179)
for-sale-text-2: For further particulars apply to this office. xyxy=(645,508,784,529)
divider xyxy=(519,772,626,773)
divider xyxy=(13,221,164,224)
wanted-apply: Apply to xyxy=(557,405,588,416)
fire-heading: FIRE. xyxy=(75,74,102,85)
shearers-heading: WANTED SHEARERS. xyxy=(819,793,914,804)
district-signature: M. NOAKE, xyxy=(550,1133,595,1144)
freehold-text-2: This property is well worth the attention of capitalists and speculators, as it could be readily divided into small farms, for which purpose it was originally surveyed. xyxy=(645,172,784,224)
no-more-children-heading: NO MORE CHILDREN CRYING. xyxy=(512,455,633,479)
runholders-heading: TO RUNHOLDERS AND FARMERS. xyxy=(663,935,766,956)
privileges-text: Of the Palmerston North Race Meeting, to be held on the Race Course Reserve on BOXING DAY. xyxy=(509,70,636,102)
chance-town: TOWN xyxy=(998,1159,1052,1176)
auction-text-2: Further particulars will be advertised. xyxy=(653,1303,783,1314)
for-sale-signature: E. E. METARD, xyxy=(544,1315,601,1326)
column-1 xyxy=(10,30,168,1485)
rm-store-ad xyxy=(335,950,500,1320)
freehold-signature: J. H. BETHUNE & CO. xyxy=(672,241,757,252)
